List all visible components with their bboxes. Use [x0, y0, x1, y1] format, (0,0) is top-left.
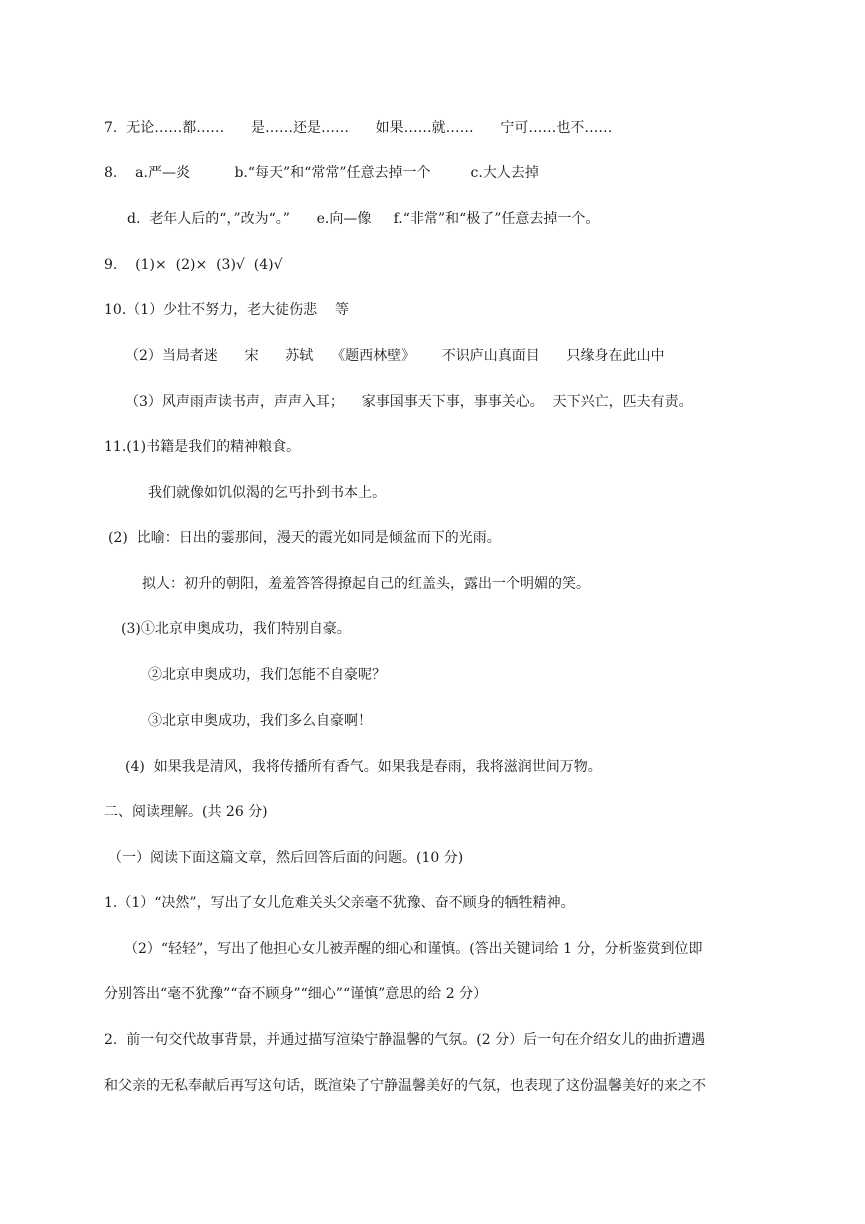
- answer-line-7: 7. 无论……都…… 是……还是…… 如果……就…… 宁可……也不……: [104, 120, 613, 136]
- answer-line-11-2: (2) 比喻：日出的霎那间，漫天的霞光如同是倾盆而下的光雨。: [108, 530, 501, 546]
- reading-answer-1-1: 1.（1）“决然”，写出了女儿危难关头父亲毫不犹豫、奋不顾身的牺牲精神。: [104, 895, 575, 911]
- answer-line-11-3c: ③北京申奥成功，我们多么自豪啊！: [148, 713, 372, 729]
- section-heading-reading: 二、阅读理解。(共 26 分): [104, 804, 268, 820]
- answer-line-10-2: （2）当局者迷 宋 苏轼 《题西林壁》 不识庐山真面目 只缘身在此山中: [125, 348, 665, 364]
- answer-line-11-2b: 拟人：初升的朝阳，羞羞答答得撩起自己的红盖头，露出一个明媚的笑。: [142, 576, 590, 592]
- answer-line-10-1: 10.（1）少壮不努力，老大徒伤悲 等: [104, 302, 349, 318]
- answer-line-11-4: (4) 如果我是清风，我将传播所有香气。如果我是春雨，我将滋润世间万物。: [125, 759, 602, 775]
- answer-line-11-3: (3)①北京申奥成功，我们特别自豪。: [121, 621, 351, 637]
- reading-answer-2b: 和父亲的无私奉献后再写这句话，既渲染了宁静温馨美好的气氛，也表现了这份温馨美好的来之不: [104, 1078, 706, 1094]
- reading-answer-2: 2. 前一句交代故事背景，并通过描写渲染宁静温馨的气氛。(2 分）后一句在介绍女儿的曲折遭遇: [104, 1032, 706, 1048]
- answer-line-8-def: d. 老年人后的“，”改为“。” e.向—像 f.“非常”和“极了”任意去掉一个。: [127, 211, 600, 227]
- answer-line-11-3b: ②北京申奥成功，我们怎能不自豪呢？: [148, 667, 386, 683]
- reading-answer-1-2b: 分别答出“毫不犹豫”“奋不顾身”“细心”“谨慎”意思的给 2 分）: [104, 986, 488, 1002]
- reading-answer-1-2: （2）“轻轻”，写出了他担心女儿被弄醒的细心和谨慎。(答出关键词给 1 分，分析鉴赏到位即: [124, 941, 703, 957]
- answer-line-11-1: 11.(1)书籍是我们的精神粮食。: [104, 439, 301, 455]
- answer-line-8: 8. a.严—炎 b.“每天”和“常常”任意去掉一个 c.大人去掉: [104, 165, 539, 181]
- answer-line-10-3: （3）风声雨声读书声，声声入耳； 家事国事天下事，事事关心。 天下兴亡，匹夫有责。: [125, 394, 693, 410]
- answer-line-11-1b: 我们就像如饥似渴的乞丐扑到书本上。: [148, 485, 386, 501]
- subsection-heading-1: （一）阅读下面这篇文章，然后回答后面的问题。(10 分): [108, 850, 464, 866]
- answer-line-9: 9. (1)× (2)× (3)√ (4)√: [104, 257, 283, 273]
